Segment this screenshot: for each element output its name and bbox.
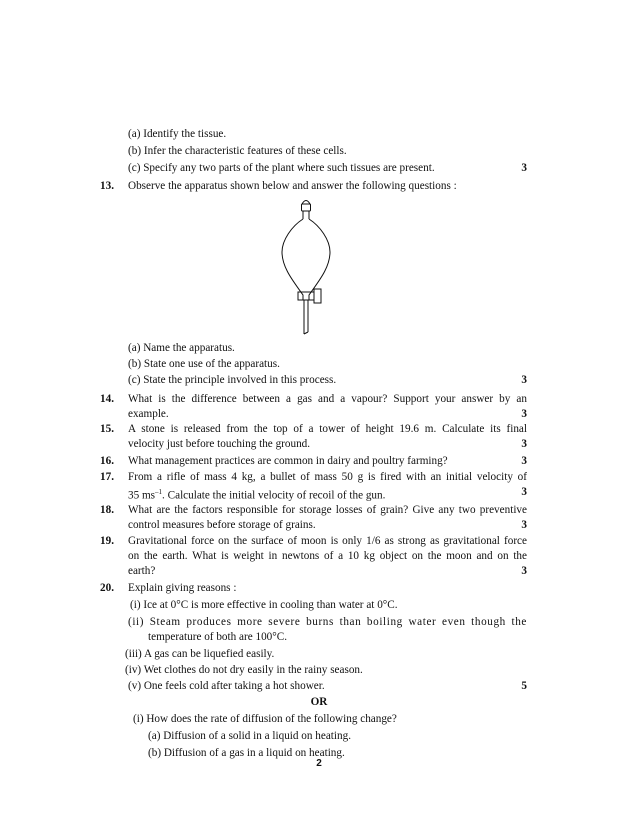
q18-line-1: 18. What are the factors responsible for storage losses of grain? Give any two preventive bbox=[100, 504, 527, 516]
q19-line-2: on the earth. What is weight in newtons of a 10 kg object on the moon and on the bbox=[128, 550, 527, 562]
q18-number: 18. bbox=[100, 504, 114, 516]
q14-marks: 3 bbox=[521, 408, 527, 420]
q13-number: 13. bbox=[100, 180, 114, 192]
funnel-stem bbox=[304, 300, 308, 334]
q12-part-a: (a) Identify the tissue. bbox=[128, 128, 227, 140]
q20-heading: 20. Explain giving reasons : bbox=[100, 582, 237, 594]
separating-funnel-diagram bbox=[276, 196, 336, 338]
q13-marks: 3 bbox=[521, 374, 527, 386]
q14-line-2: example. 3 bbox=[128, 408, 527, 420]
q20-part-iii: (iii) A gas can be liquefied easily. bbox=[125, 648, 275, 660]
q12-part-c: (c) Specify any two parts of the plant where such tissues are present. 3 bbox=[128, 162, 527, 174]
q16-number: 16. bbox=[100, 455, 114, 467]
q15-number: 15. bbox=[100, 423, 114, 435]
q20-part-ii-line-1: (ii) Steam produces more severe burns than boiling water even though the bbox=[128, 616, 527, 628]
funnel-stopcock bbox=[298, 292, 314, 300]
q20-part-ii-line-2: temperature of both are 100°C. bbox=[148, 631, 287, 643]
q16-marks: 3 bbox=[521, 455, 527, 467]
q20-part-v: (v) One feels cold after taking a hot shower. 5 bbox=[128, 680, 527, 692]
q20-number: 20. bbox=[100, 582, 114, 594]
q14-line-1: 14. What is the difference between a gas and a vapour? Support your answer by an bbox=[100, 393, 527, 405]
funnel-stopper-top bbox=[302, 201, 310, 205]
q20-alt-part-b: (b) Diffusion of a gas in a liquid on heating. bbox=[148, 747, 345, 759]
q12-part-b: (b) Infer the characteristic features of these cells. bbox=[128, 145, 347, 157]
q15-line-2: velocity just before touching the ground. 3 bbox=[128, 438, 527, 450]
q13-text: Observe the apparatus shown below and answer the following questions : bbox=[128, 180, 457, 192]
q19-marks: 3 bbox=[521, 565, 527, 577]
q15-line-1: 15. A stone is released from the top of a tower of height 19.6 m. Calculate its final bbox=[100, 423, 527, 435]
q14-number: 14. bbox=[100, 393, 114, 405]
q20-part-iv: (iv) Wet clothes do not dry easily in the rainy season. bbox=[125, 664, 363, 676]
q18-line-2: control measures before storage of grains. 3 bbox=[128, 519, 527, 531]
funnel-stopper bbox=[302, 204, 311, 211]
q20-alt-part-a: (a) Diffusion of a solid in a liquid on heating. bbox=[148, 730, 351, 742]
q17-number: 17. bbox=[100, 471, 114, 483]
q19-line-3: earth? 3 bbox=[128, 565, 527, 577]
q12-marks: 3 bbox=[521, 162, 527, 174]
page-number: 2 bbox=[316, 758, 322, 769]
funnel-stopcock-handle bbox=[314, 289, 321, 303]
q15-marks: 3 bbox=[521, 438, 527, 450]
q17-line-1: 17. From a rifle of mass 4 kg, a bullet of mass 50 g is fired with an initial velocity of bbox=[100, 471, 527, 483]
q13-part-b: (b) State one use of the apparatus. bbox=[128, 358, 280, 370]
q13-heading bbox=[0, 178, 638, 194]
funnel-bulb bbox=[282, 219, 330, 300]
q13-part-a: (a) Name the apparatus. bbox=[128, 342, 235, 354]
q19-line-1: 19. Gravitational force on the surface of moon is only 1/6 as strong as gravitational force bbox=[100, 535, 527, 547]
funnel-neck bbox=[303, 211, 309, 219]
q13-part-c: (c) State the principle involved in this process. 3 bbox=[128, 374, 527, 386]
q20-alt-part-i: (i) How does the rate of diffusion of the following change? bbox=[133, 713, 397, 725]
q17-line-2: 35 $ms^{-1}$. Calculate the initial velocity of recoil of the gun. 3 bbox=[128, 486, 527, 502]
q18-marks: 3 bbox=[521, 519, 527, 531]
q16-line-1: 16. What management practices are common in dairy and poultry farming? 3 bbox=[100, 455, 527, 467]
or-separator: OR bbox=[310, 696, 328, 708]
q17-marks: 3 bbox=[521, 486, 527, 498]
q20-part-i: (i) Ice at 0°C is more effective in cooling than water at 0°C. bbox=[130, 599, 398, 611]
q19-number: 19. bbox=[100, 535, 114, 547]
q20-marks: 5 bbox=[521, 680, 527, 692]
